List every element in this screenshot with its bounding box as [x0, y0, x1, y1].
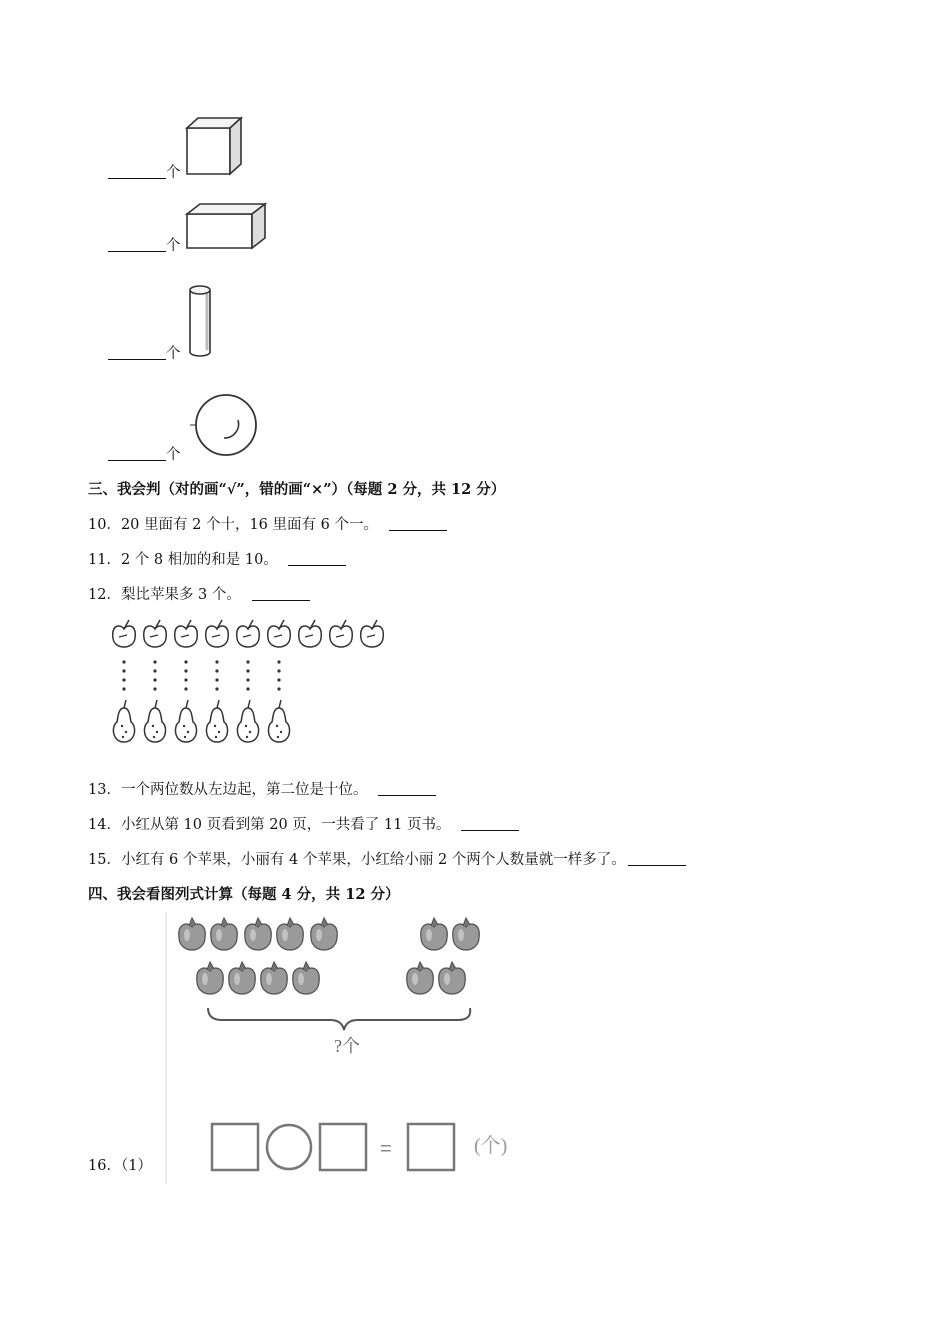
- answer-blank[interactable]: [108, 237, 166, 252]
- apple-icon: [237, 620, 260, 647]
- question-text: 20 里面有 2 个十，16 里面有 6 个一。: [120, 517, 378, 533]
- question-16-label: 16．（1）: [88, 1158, 152, 1174]
- answer-box-1[interactable]: [212, 1124, 258, 1170]
- apple-icon: [245, 918, 271, 950]
- question-14: [88, 816, 519, 834]
- apple-icon: [197, 962, 223, 994]
- question-number: 11．: [88, 552, 121, 568]
- connector-dots: [277, 660, 280, 690]
- question-text: 梨比苹果多 3 个。: [120, 587, 241, 603]
- apple-icon: [439, 962, 465, 994]
- apple-icon: [261, 962, 287, 994]
- equals-sign: =: [380, 1138, 392, 1160]
- question-number: 12．: [88, 587, 121, 603]
- apple-icon: [144, 620, 167, 647]
- apple-icon: [268, 620, 291, 647]
- answer-box-2[interactable]: [320, 1124, 366, 1170]
- connector-dots: [246, 660, 249, 690]
- answer-blank[interactable]: [108, 446, 166, 461]
- unit-label: (个): [474, 1135, 508, 1157]
- answer-blank[interactable]: [108, 164, 166, 179]
- cylinder-icon: [184, 282, 216, 360]
- question-15: [88, 851, 686, 869]
- apple-icon: [407, 962, 433, 994]
- answer-blank[interactable]: [389, 516, 447, 531]
- connector-dots: [184, 660, 187, 690]
- answer-box-result[interactable]: [408, 1124, 454, 1170]
- apple-icon: [211, 918, 237, 950]
- shape-row-sphere: [108, 446, 181, 464]
- unit-label: 个: [166, 346, 181, 362]
- apple-icon: [453, 918, 479, 950]
- answer-blank[interactable]: [288, 551, 346, 566]
- pear-icon: [206, 700, 227, 742]
- pear-icon: [113, 700, 134, 742]
- question-text: 2 个 8 相加的和是 10。: [120, 552, 278, 568]
- answer-blank[interactable]: [252, 586, 310, 601]
- apple-icon: [299, 620, 322, 647]
- shape-row-cuboid: [108, 237, 181, 255]
- question-text: 一个两位数从左边起，第二位是十位。: [120, 782, 368, 798]
- pear-icon: [144, 700, 165, 742]
- brace: [208, 1008, 470, 1030]
- shape-row-cylinder: [108, 345, 181, 363]
- section-3-title: 三、我会判（对的画“√”，错的画“×”）（每题 2 分，共 12 分）: [88, 481, 506, 498]
- apple-icon: [277, 918, 303, 950]
- apple-icon: [293, 962, 319, 994]
- question-number: 15．: [88, 852, 121, 868]
- connector-dots: [153, 660, 156, 690]
- apple-icon: [311, 918, 337, 950]
- apples-pears-figure: [108, 618, 398, 750]
- apple-icon: [229, 962, 255, 994]
- connector-dots: [215, 660, 218, 690]
- connector-dots: [122, 660, 125, 690]
- apple-icon: [175, 620, 198, 647]
- question-10: [88, 516, 447, 534]
- cube-icon: [184, 116, 246, 178]
- question-12: [88, 586, 310, 604]
- apple-icon: [330, 620, 353, 647]
- question-13: [88, 781, 436, 799]
- apple-icon: [113, 620, 136, 647]
- question-text: 小红从第 10 页看到第 20 页，一共看了 11 页书。: [120, 817, 451, 833]
- question-number: 13．: [88, 782, 121, 798]
- answer-blank[interactable]: [378, 781, 436, 796]
- answer-blank[interactable]: [628, 851, 686, 866]
- question-11: [88, 551, 346, 569]
- question-number: 14．: [88, 817, 121, 833]
- operator-circle[interactable]: [267, 1125, 311, 1169]
- answer-blank[interactable]: [108, 345, 166, 360]
- shape-row-cube: [108, 164, 181, 182]
- pear-icon: [237, 700, 258, 742]
- pear-icon: [268, 700, 289, 742]
- section-4-title: 四、我会看图列式计算（每题 4 分，共 12 分）: [88, 886, 400, 903]
- unit-label: 个: [166, 165, 181, 181]
- apple-icon: [179, 918, 205, 950]
- apple-groups-figure: [162, 912, 532, 1188]
- question-number: 10．: [88, 517, 121, 533]
- unit-label: 个: [166, 447, 181, 463]
- pear-icon: [175, 700, 196, 742]
- apple-icon: [361, 620, 384, 647]
- cuboid-icon: [184, 202, 268, 252]
- apple-icon: [421, 918, 447, 950]
- answer-blank[interactable]: [461, 816, 519, 831]
- apple-icon: [206, 620, 229, 647]
- brace-label: ?个: [334, 1036, 360, 1056]
- sphere-icon: [190, 392, 260, 458]
- question-text: 小红有 6 个苹果，小丽有 4 个苹果，小红给小丽 2 个两个人数量就一样多了。: [120, 852, 626, 868]
- unit-label: 个: [166, 238, 181, 254]
